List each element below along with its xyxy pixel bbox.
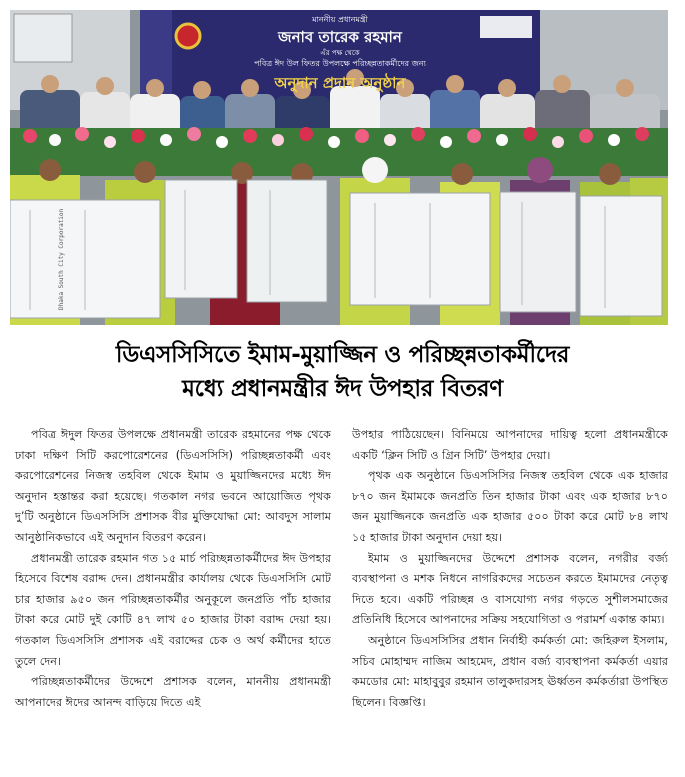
article-headline [20, 338, 665, 406]
cheque-label: Dhaka South City Corporation [58, 208, 65, 310]
news-photo [10, 10, 668, 325]
banner-line-4: পবিত্র ঈদ উল ফিতর উপলক্ষে পরিচ্ছন্নতাকর্মীদের জন্য [254, 59, 426, 68]
banner-line-2: জনাব তারেক রহমান [278, 28, 402, 46]
headline-line-2: মধ্যে প্রধানমন্ত্রীর ঈদ উপহার বিতরণ [182, 376, 503, 402]
article-column-left [15, 425, 331, 713]
paragraph: উপহার পাঠিয়েছেন। বিনিময়ে আপনাদের দায়িত্ব হলো প্রধানমন্ত্রীকে একটি ‘ক্লিন সিটি ও গ্রিন সিটি’ উপহার দেয়া। [352, 428, 668, 462]
banner-line-5: অনুদান প্রদান অনুষ্ঠান [274, 74, 406, 92]
paragraph: পবিত্র ঈদুল ফিতর উপলক্ষে প্রধানমন্ত্রী তারেক রহমানের পক্ষ থেকে ঢাকা দক্ষিণ সিটি করপোরেশনের (ডিএসসিসি) পরিচ্ছন্নতাকর্মী এবং করপোরেশনের নিজস্ব তহবিল থেকে ইমাম ও মুয়াজ্জিনদের মধ্যে ঈদ অনুদান হস্তান্তর করা হয়েছে। গতকাল নগর ভবনে আয়োজিত পৃথক দু’টি অনুষ্ঠানে ডিএসসিসি প্রশাসক বীর মুক্তিযোদ্ধা মো: আবদুস সালাম আনুষ্ঠানিকভাবে এই অনুদান বিতরণ করেন। [15, 428, 331, 544]
article-column-right [352, 425, 668, 713]
paragraph: প্রধানমন্ত্রী তারেক রহমান গত ১৫ মার্চ পরিচ্ছন্নতাকর্মীদের ঈদ উপহার হিসেবে বিশেষ বরাদ্দ দেন। প্রধানমন্ত্রীর কার্যালয় থেকে ডিএসসিসি মোট চার হাজার ৯৫০ জন পরিচ্ছন্নতাকর্মীর অনুকূলে জনপ্রতি পাঁচ হাজার টাকা করে মোট দুই কোটি ৪৭ লাখ ৫০ হাজার টাকা বরাদ্দ দেয়া হয়। গতকাল ডিএসসিসি প্রশাসক এই বরাদ্দের চেক ও অর্থ কর্মীদের হাতে তুলে দেন। [15, 551, 331, 668]
paragraph: পরিচ্ছন্নতাকর্মীদের উদ্দেশে প্রশাসক বলেন, মাননীয় প্রধানমন্ত্রী আপনাদের ঈদের আনন্দ বাড়িয়ে দিতে এই [15, 675, 331, 709]
headline-line-1: ডিএসসিসিতে ইমাম-মুয়াজ্জিন ও পরিচ্ছন্নতাকর্মীদের [115, 342, 570, 368]
paragraph: পৃথক এক অনুষ্ঠানে ডিএসসিসির নিজস্ব তহবিল থেকে এক হাজার ৮৭০ জন ইমামকে জনপ্রতি তিন হাজার টাকা এবং এক হাজার ৮৭০ জন মুয়াজ্জিনকে জনপ্রতি এক হাজার ৫০০ টাকা করে মোট ৮৪ লাখ ১৫ হাজার টাকা অনুদান দেয়া হয়। [352, 469, 668, 544]
paragraph: অনুষ্ঠানে ডিএসসিসির প্রধান নির্বাহী কর্মকর্তা মো: জহিরুল ইসলাম, সচিব মোহাম্মদ নাজিম আহমেদ, প্রধান বর্জ্য ব্যবস্থাপনা কর্মকর্তা এয়ার কমডোর মো: মাহাবুবুর রহমান তালুকদারসহ ঊর্ধ্বতন কর্মকর্তারা উপস্থিত ছিলেন। বিজ্ঞপ্তি। [352, 633, 668, 709]
paragraph: ইমাম ও মুয়াজ্জিনদের উদ্দেশে প্রশাসক বলেন, নগরীর বর্জ্য ব্যবস্থাপনা ও মশক নিধনে নাগরিকদের সচেতন করতে ইমামদের নেতৃত্ব দিতে হবে। একটি পরিচ্ছন্ন ও বাসযোগ্য নগর গড়তে সুশীলসমাজের প্রতিনিধি হিসেবে আপনাদের সক্রিয় সহযোগিতা ও পরামর্শ একান্ত কাম্য। [352, 551, 668, 627]
banner-line-1: মাননীয় প্রধানমন্ত্রী [312, 15, 368, 24]
banner-line-3: এঁর পক্ষ থেকে [320, 49, 360, 57]
